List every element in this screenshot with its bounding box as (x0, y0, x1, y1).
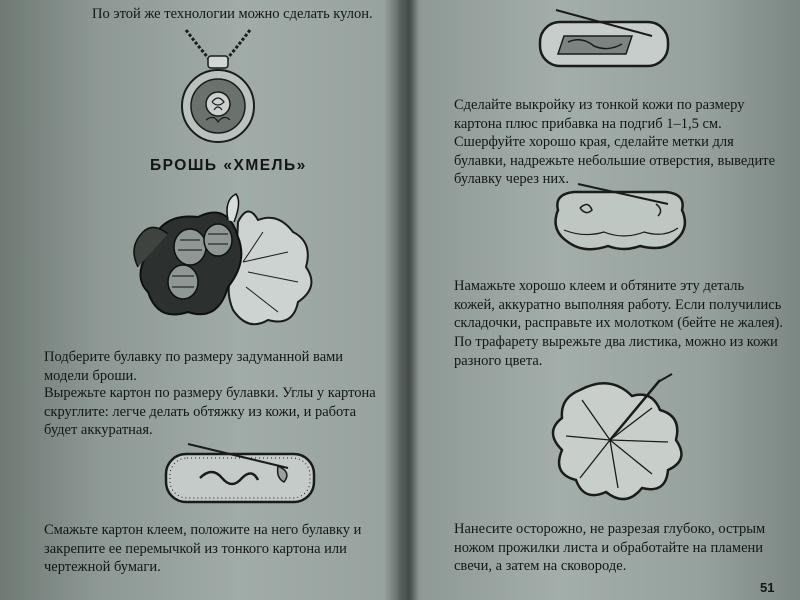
pin-with-strip-icon (534, 6, 674, 76)
leaf-icon (540, 370, 700, 510)
right-page (408, 0, 800, 600)
pendant-caption: По этой же технологии можно сделать кулон. (92, 6, 373, 22)
paragraph-glue-cardboard: Смажьте картон клеем, положите на него булавку и закрепите ее перемычкой из тонкого картона или чертежной бумаги. (44, 522, 362, 575)
leather-covered-base-icon (544, 180, 694, 260)
hop-brooch-icon (128, 192, 328, 342)
pin-on-cardboard-icon (160, 438, 320, 518)
paragraph-choose-pin: Подберите булавку по размеру задуманной вами модели броши. (44, 349, 344, 384)
paragraph-veins: Нанесите осторожно, не разрезая глубоко, острым ножом прожилки листа и обработайте на пламени свечи, а затем на сковороде. (454, 521, 766, 574)
page-number: 51 (760, 580, 775, 595)
pendant-icon (178, 26, 258, 146)
paragraph-cut-leather: Сделайте выкройку из тонкой кожи по размеру картона плюс прибавка на подгиб 1–1,5 см. Сшерфуйте хорошо края, сделайте метки для булавки, надрежьте небольшие отверстия, выведите булавку через них. (454, 97, 776, 187)
paragraph-cut-leaves: По трафарету вырежьте два листика, можно из кожи разного цвета. (454, 334, 778, 369)
paragraph-cut-cardboard: Вырежьте картон по размеру булавки. Углы у картона скруглите: легче делать обтяжку из кожи, и работа будет аккуратная. (44, 385, 376, 438)
paragraph-cover-leather: Намажьте хорошо клеем и обтяните эту деталь кожей, аккуратно выполняя работу. Если получились складочки, расправьте их молотком (бейте не жалея). (454, 278, 784, 331)
brooch-heading: БРОШЬ «ХМЕЛЬ» (150, 157, 307, 174)
